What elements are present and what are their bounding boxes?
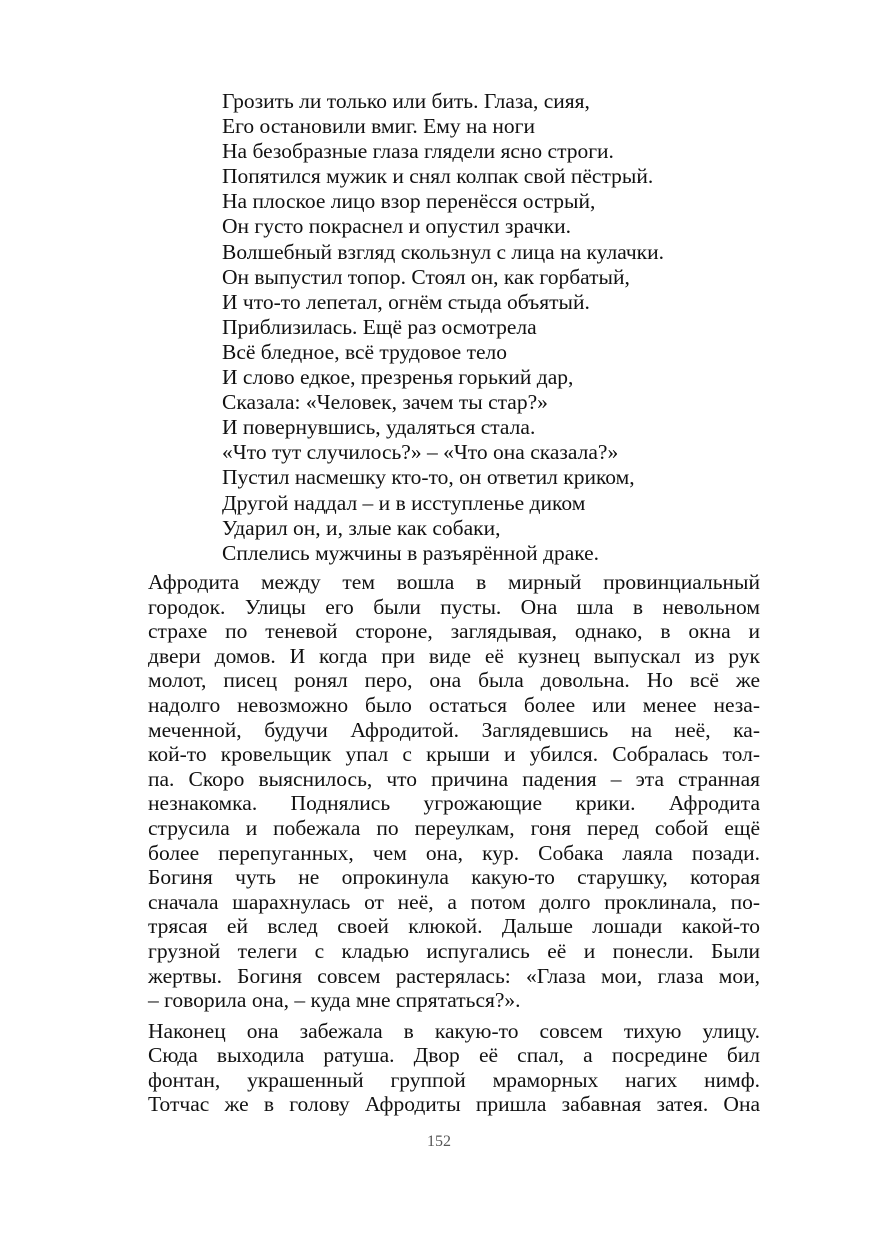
paragraph-line: Сюда выходила ратуша. Двор её спал, а посредине бил — [148, 1043, 760, 1068]
paragraph-line: трясая ей вслед своей клюкой. Дальше лошади какой-то — [148, 914, 760, 939]
poem-line: Попятился мужик и снял колпак свой пёстрый. — [222, 164, 654, 189]
page-number: 152 — [427, 1133, 451, 1150]
poem-line: Сказала: «Человек, зачем ты стар?» — [222, 390, 548, 415]
paragraph-line: струсила и побежала по переулкам, гоня перед собой ещё — [148, 815, 760, 840]
poem-line: Всё бледное, всё трудовое тело — [222, 339, 507, 364]
paragraph-line: городок. Улицы его были пусты. Она шла в невольном — [148, 594, 760, 619]
poem-line: На безобразные глаза глядели ясно строги. — [222, 139, 614, 164]
poem-line: «Что тут случилось?» – «Что она сказала?» — [222, 440, 619, 465]
paragraph-line: – говорила она, – куда мне спрятаться?». — [148, 988, 521, 1013]
paragraph-line: па. Скоро выяснилось, что причина падения – эта странная — [148, 766, 760, 791]
poem-block — [222, 89, 782, 566]
poem-line: Другой наддал – и в исступленье диком — [222, 490, 586, 515]
paragraph-2 — [118, 1019, 760, 1117]
poem-line: Он выпустил топор. Стоял он, как горбатый, — [222, 264, 630, 289]
poem-line: Волшебный взгляд скользнул с лица на кулачки. — [222, 239, 665, 264]
paragraph-line: незнакомка. Поднялись угрожающие крики. Афродита — [148, 791, 760, 816]
poem-line: И что-то лепетал, огнём стыда объятый. — [222, 289, 590, 314]
poem-line: Ударил он, и, злые как собаки, — [222, 515, 501, 540]
paragraph-line: двери домов. И когда при виде её кузнец выпускал из рук — [148, 643, 760, 668]
poem-line: Он густо покраснел и опустил зрачки. — [222, 214, 571, 239]
paragraph-line: Богиня чуть не опрокинула какую-то старушку, которая — [148, 865, 760, 890]
paragraph-line: надолго невозможно было остаться более или менее неза- — [148, 692, 760, 717]
paragraph-1 — [118, 570, 760, 1013]
paragraph-line: сначала шарахнулась от неё, а потом долго проклинала, по- — [148, 889, 760, 914]
paragraph-line: Тотчас же в голову Афродиты пришла забавная затея. Она — [148, 1092, 760, 1117]
poem-line: Пустил насмешку кто-то, он ответил криком, — [222, 465, 635, 490]
paragraph-line: Наконец она забежала в какую-то совсем тихую улицу. — [148, 1018, 760, 1043]
paragraph-line: меченной, будучи Афродитой. Заглядевшись на неё, ка- — [148, 717, 760, 742]
poem-line: Его остановили вмиг. Ему на ноги — [222, 114, 535, 139]
paragraph-line: фонтан, украшенный группой мраморных нагих нимф. — [148, 1067, 760, 1092]
paragraph-line: страхе по теневой стороне, заглядывая, однако, в окна и — [148, 619, 760, 644]
paragraph-line: молот, писец ронял перо, она была довольна. Но всё же — [148, 668, 760, 693]
paragraph-line: грузной телеги с кладью испугались её и понесли. Были — [148, 938, 760, 963]
poem-line: И слово едкое, презренья горький дар, — [222, 365, 574, 390]
prose-block — [118, 570, 760, 1123]
poem-line: Сплелись мужчины в разъярённой драке. — [222, 540, 600, 565]
paragraph-line: Афродита между тем вошла в мирный провинциальный — [148, 570, 760, 594]
paragraph-line: жертвы. Богиня совсем растерялась: «Глаза мои, глаза мои, — [148, 963, 760, 988]
poem-line: Приблизилась. Ещё раз осмотрела — [222, 314, 537, 339]
paragraph-line: кой-то кровельщик упал с крыши и убился. Собралась тол- — [148, 742, 760, 767]
poem-line: И повернувшись, удаляться стала. — [222, 415, 536, 440]
poem-line: Грозить ли только или бить. Глаза, сияя, — [222, 89, 590, 113]
poem-line: На плоское лицо взор перенёсся острый, — [222, 189, 596, 214]
paragraph-line: более перепуганных, чем она, кур. Собака лаяла позади. — [148, 840, 760, 865]
